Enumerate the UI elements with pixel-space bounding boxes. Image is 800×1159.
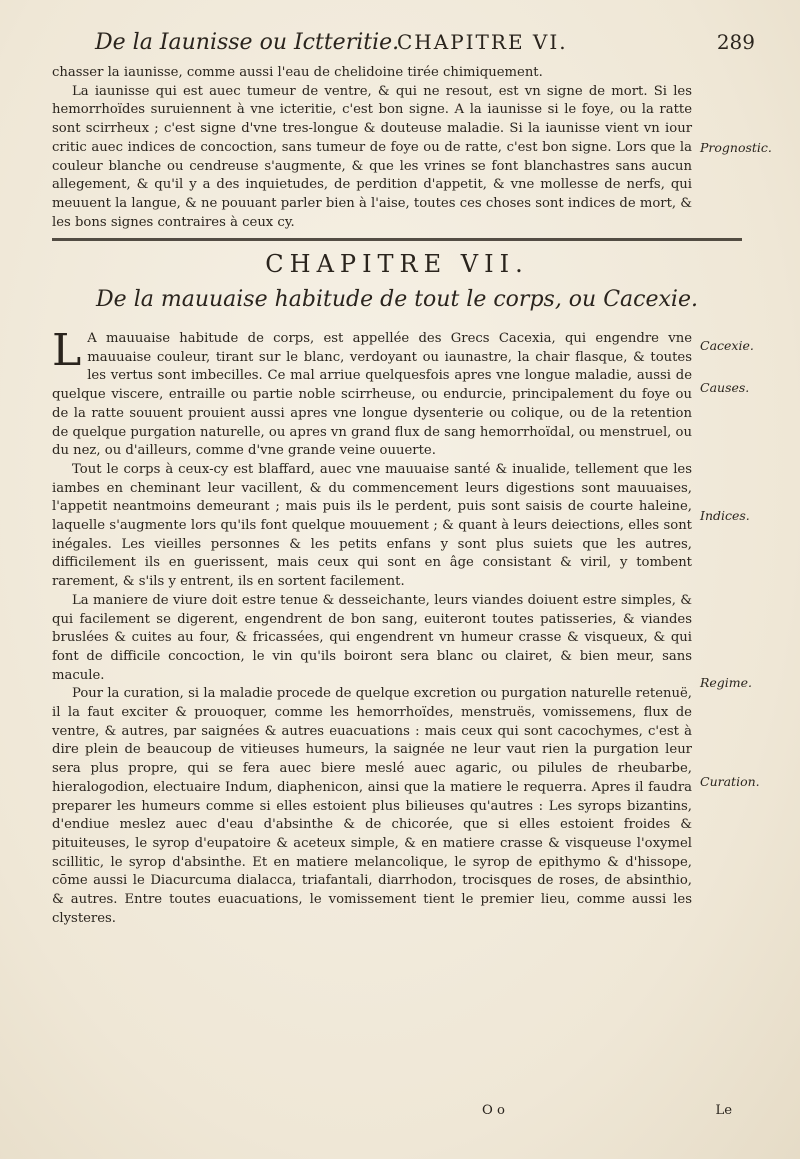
chapter-subtitle: De la mauuaise habitude de tout le corps, ou Cacexie. xyxy=(96,287,698,312)
signature-mark: O o xyxy=(482,1103,505,1118)
margin-note-prognostic: Prognostic. xyxy=(700,140,772,155)
paragraph: La maniere de viure doit estre tenue & desseichante, leurs viandes doiuent estre simples, & qui facilement se digerent, engendrent de bon sang, euiteront toutes patisseries, & viandes bruslées & cuites au four, & fricassées, qui engendrent vn humeur crasse & visqueux, & qui font de difficile concoction, le vin qu'ils boiront sera blanc ou clairet, & bien meur, sans macule. xyxy=(52,592,692,683)
paragraph: Tout le corps à ceux-cy est blaffard, auec vne mauuaise santé & inualide, tellement que les iambes en cheminant leur vacillent, & du commencement leurs digestions sont mauuaises, l'appetit neantmoins demeurant ; mais puis ils le perdent, puis sont saisis de courte haleine, laquelle s'augmente lors qu'ils font quelque mouuement ; & quant à leurs deiections, elles sont inégales. Les vieilles personnes & les petits enfans y sont plus suiets que les autres, difficilement ils en guerissent, mais ceux qui sont en âge consistant & viril, y tombent rarement, & s'ils y entrent, ils en sortent facilement. xyxy=(52,461,692,590)
margin-note-curation: Curation. xyxy=(700,774,760,789)
paragraph: La iaunisse qui est auec tumeur de ventre, & qui ne resout, est vn signe de mort. Si les hemorrhoïdes suruiennent à vne icteritie, c'est bon signe. A la iaunisse si le foye, ou la ratte sont scirrheux ; c'est signe d'vne tres-longue & douteuse maladie. Si la iaunisse vient vn iour critic auec indices de concoction, sans tumeur de foye ou de ratte, c'est bon signe. Lors que la couleur blanche ou cendreuse s'augmente, & que les vrines se font blanchastres sans aucun allegement, & qu'il y a des inquietudes, de perdition d'appetit, & vne mollesse de nerfs, qui meuuent la langue, & ne pouuant parler bien à l'aise, toutes ces choses sont indices de mort, & les bons signes contraires à ceux cy. xyxy=(52,83,693,230)
margin-note-indices: Indices. xyxy=(700,508,750,523)
chapter-body xyxy=(52,325,692,929)
running-head-title: De la Iaunisse ou Ictteritie. xyxy=(95,30,400,55)
paragraph: chasser la iaunisse, comme aussi l'eau de chelidoine tirée chimiquement. xyxy=(52,65,543,80)
paragraph xyxy=(52,325,692,461)
paragraph: Pour la curation, si la maladie procede de quelque excretion ou purgation naturelle retenuë, il la faut exciter & prouoquer, comme les hemorrhoïdes, menstruës, vomissemens, flux de ventre, & autres, par saignées & autres euacuations : mais ceux qui sont cacochymes, c'est à dire plein de beaucoup de vitieuses humeurs, la saignée ne leur vaut rien la purgation leur sera plus propre, qui se fera auec biere meslé auec agaric, ou pilules de rheubarbe, hieralogodion, electuaire Indum, diaphenicon, ainsi que la matiere le requerra. Apres il faudra preparer les humeurs comme si elles estoient plus bilieuses qu'autres : Les syrops bizantins, d'endiue meslez auec d'eau d'absinthe & de chicorée, que si elles estoient froides & pituiteuses, le syrop d'eupatoire & aceteux simple, & en matiere crasse & visqueuse l'oxymel scillitic, le syrop d'absinthe. Et en matiere melancolique, le syrop de epithymo & d'hissope, cōme aussi le Diacurcuma dialacca, triafantali, diarrhodon, trocisques de roses, de absinthio, & autres. Entre toutes euacuations, le vomissement tient le premier lieu, comme aussi les clysteres. xyxy=(52,686,692,926)
running-head-chapter: CHAPITRE VI. xyxy=(397,30,568,54)
margin-note-regime: Regime. xyxy=(700,675,753,690)
paragraph-text: A mauuaise habitude de corps, est appellée des Grecs Cacexia, qui engendre vne mauuaise couleur, tirant sur le blanc, verdoyant ou iaunastre, la chair flasque, & toutes les vertus sont imbecilles. Ce mal arriue quelquesfois apres vne longue maladie, aussi de quelque viscere, entraille ou partie noble scirrheuse, ou endurcie, principalement du foye ou de la ratte souuent prouient aussi apres vne longue dysenterie ou colique, ou de la retention de quelque purgation naturelle, ou apres vn grand flux de sang hemorrhoïdal, ou menstruel, ou du nez, ou d'ailleurs, comme d'vne grande veine ouuerte. xyxy=(52,331,692,459)
catchword-line xyxy=(52,1103,732,1123)
drop-cap: L xyxy=(52,325,82,376)
page-number: 289 xyxy=(716,30,755,54)
margin-note-causes: Causes. xyxy=(700,380,750,395)
section-rule xyxy=(52,238,742,241)
chapter-heading: CHAPITRE VII. xyxy=(265,250,529,278)
running-head xyxy=(95,22,755,62)
margin-note-cacexie: Cacexie. xyxy=(700,338,754,353)
catchword: Le xyxy=(715,1103,732,1118)
top-text-block xyxy=(52,64,692,232)
